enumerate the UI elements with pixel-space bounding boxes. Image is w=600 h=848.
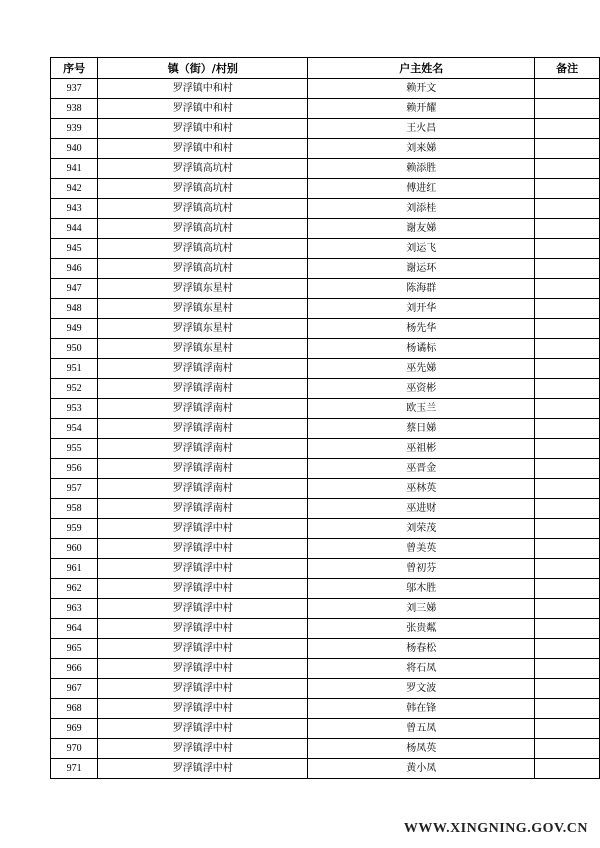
table-row: [51, 99, 600, 119]
table-row: [51, 219, 600, 239]
cell-seq: 966: [51, 659, 98, 679]
cell-seq: 938: [51, 99, 98, 119]
cell-seq: 949: [51, 319, 98, 339]
cell-remark: [535, 219, 600, 239]
cell-village: 罗浮镇浮南村: [98, 459, 308, 479]
cell-name: 刘来娣: [308, 139, 535, 159]
cell-seq: 945: [51, 239, 98, 259]
cell-village: 罗浮镇浮中村: [98, 699, 308, 719]
cell-village: 罗浮镇浮南村: [98, 379, 308, 399]
table-row: [51, 379, 600, 399]
cell-name: 谢友娣: [308, 219, 535, 239]
cell-name: 曾美英: [308, 539, 535, 559]
cell-remark: [535, 619, 600, 639]
cell-seq: 946: [51, 259, 98, 279]
cell-seq: 969: [51, 719, 98, 739]
cell-name: 杨凤英: [308, 739, 535, 759]
cell-seq: 956: [51, 459, 98, 479]
cell-remark: [535, 559, 600, 579]
table-row: [51, 559, 600, 579]
cell-name: 欧玉兰: [308, 399, 535, 419]
cell-name: 邬木胜: [308, 579, 535, 599]
cell-village: 罗浮镇中和村: [98, 119, 308, 139]
cell-remark: [535, 599, 600, 619]
table-row: [51, 179, 600, 199]
header-name: 户主姓名: [308, 58, 535, 79]
cell-remark: [535, 179, 600, 199]
cell-name: 蔡日娣: [308, 419, 535, 439]
cell-seq: 947: [51, 279, 98, 299]
cell-seq: 955: [51, 439, 98, 459]
cell-seq: 942: [51, 179, 98, 199]
cell-name: 刘运飞: [308, 239, 535, 259]
cell-name: 赖开文: [308, 79, 535, 99]
cell-village: 罗浮镇浮中村: [98, 759, 308, 779]
cell-name: 将石凤: [308, 659, 535, 679]
table-row: [51, 599, 600, 619]
cell-village: 罗浮镇浮中村: [98, 559, 308, 579]
table-body: [51, 79, 600, 779]
table-row: [51, 439, 600, 459]
table-row: [51, 719, 600, 739]
cell-seq: 959: [51, 519, 98, 539]
cell-name: 黄小凤: [308, 759, 535, 779]
cell-seq: 939: [51, 119, 98, 139]
cell-remark: [535, 639, 600, 659]
cell-village: 罗浮镇浮南村: [98, 359, 308, 379]
cell-name: 刘添桂: [308, 199, 535, 219]
cell-village: 罗浮镇高坑村: [98, 199, 308, 219]
cell-remark: [535, 199, 600, 219]
table-row: [51, 239, 600, 259]
cell-name: 巫林英: [308, 479, 535, 499]
cell-village: 罗浮镇中和村: [98, 79, 308, 99]
cell-remark: [535, 379, 600, 399]
cell-seq: 952: [51, 379, 98, 399]
cell-name: 巫资彬: [308, 379, 535, 399]
cell-seq: 950: [51, 339, 98, 359]
table-row: [51, 359, 600, 379]
table-row: [51, 639, 600, 659]
cell-village: 罗浮镇浮中村: [98, 659, 308, 679]
cell-remark: [535, 459, 600, 479]
cell-name: 罗文波: [308, 679, 535, 699]
table-row: [51, 319, 600, 339]
cell-seq: 970: [51, 739, 98, 759]
cell-village: 罗浮镇浮南村: [98, 419, 308, 439]
cell-name: 巫进财: [308, 499, 535, 519]
cell-seq: 941: [51, 159, 98, 179]
cell-village: 罗浮镇浮中村: [98, 719, 308, 739]
cell-seq: 960: [51, 539, 98, 559]
table-row: [51, 119, 600, 139]
cell-village: 罗浮镇浮南村: [98, 479, 308, 499]
table-row: [51, 619, 600, 639]
cell-remark: [535, 579, 600, 599]
cell-remark: [535, 299, 600, 319]
cell-village: 罗浮镇浮中村: [98, 579, 308, 599]
header-village: 镇（街）/村别: [98, 58, 308, 79]
cell-seq: 958: [51, 499, 98, 519]
cell-seq: 948: [51, 299, 98, 319]
cell-name: 韩在锋: [308, 699, 535, 719]
cell-remark: [535, 239, 600, 259]
table-row: [51, 259, 600, 279]
cell-seq: 937: [51, 79, 98, 99]
table-header-row: [51, 58, 600, 79]
cell-name: 傅进红: [308, 179, 535, 199]
header-seq: 序号: [51, 58, 98, 79]
table-row: [51, 499, 600, 519]
cell-seq: 957: [51, 479, 98, 499]
cell-name: 巫先娣: [308, 359, 535, 379]
cell-village: 罗浮镇高坑村: [98, 179, 308, 199]
cell-remark: [535, 259, 600, 279]
cell-remark: [535, 359, 600, 379]
cell-name: 王火昌: [308, 119, 535, 139]
cell-village: 罗浮镇浮南村: [98, 399, 308, 419]
cell-name: 刘三娣: [308, 599, 535, 619]
cell-village: 罗浮镇高坑村: [98, 219, 308, 239]
table-row: [51, 739, 600, 759]
cell-seq: 962: [51, 579, 98, 599]
cell-remark: [535, 139, 600, 159]
cell-village: 罗浮镇高坑村: [98, 159, 308, 179]
table-row: [51, 479, 600, 499]
table-row: [51, 519, 600, 539]
table-row: [51, 699, 600, 719]
cell-village: 罗浮镇浮南村: [98, 439, 308, 459]
cell-remark: [535, 719, 600, 739]
cell-remark: [535, 479, 600, 499]
cell-village: 罗浮镇东星村: [98, 279, 308, 299]
table-row: [51, 419, 600, 439]
table-row: [51, 299, 600, 319]
cell-village: 罗浮镇浮中村: [98, 679, 308, 699]
cell-village: 罗浮镇中和村: [98, 99, 308, 119]
cell-village: 罗浮镇东星村: [98, 339, 308, 359]
cell-name: 巫晋金: [308, 459, 535, 479]
cell-remark: [535, 339, 600, 359]
cell-name: 谢运环: [308, 259, 535, 279]
cell-remark: [535, 519, 600, 539]
table-row: [51, 339, 600, 359]
cell-remark: [535, 499, 600, 519]
cell-seq: 963: [51, 599, 98, 619]
cell-village: 罗浮镇浮中村: [98, 519, 308, 539]
cell-village: 罗浮镇浮中村: [98, 639, 308, 659]
cell-name: 刘开华: [308, 299, 535, 319]
household-table: [50, 57, 600, 779]
cell-remark: [535, 759, 600, 779]
cell-remark: [535, 659, 600, 679]
cell-name: 曾五凤: [308, 719, 535, 739]
cell-remark: [535, 99, 600, 119]
table-row: [51, 679, 600, 699]
cell-remark: [535, 539, 600, 559]
cell-name: 巫祖彬: [308, 439, 535, 459]
cell-name: 赖添胜: [308, 159, 535, 179]
cell-seq: 940: [51, 139, 98, 159]
table-row: [51, 159, 600, 179]
cell-village: 罗浮镇浮中村: [98, 619, 308, 639]
cell-seq: 944: [51, 219, 98, 239]
cell-seq: 961: [51, 559, 98, 579]
cell-seq: 971: [51, 759, 98, 779]
header-remark: 备注: [535, 58, 600, 79]
cell-remark: [535, 739, 600, 759]
table-row: [51, 759, 600, 779]
cell-seq: 954: [51, 419, 98, 439]
table-row: [51, 539, 600, 559]
cell-seq: 965: [51, 639, 98, 659]
cell-village: 罗浮镇东星村: [98, 299, 308, 319]
cell-name: 陈海群: [308, 279, 535, 299]
cell-name: 曾初芬: [308, 559, 535, 579]
table-row: [51, 279, 600, 299]
cell-village: 罗浮镇高坑村: [98, 259, 308, 279]
cell-seq: 951: [51, 359, 98, 379]
cell-name: 赖开耀: [308, 99, 535, 119]
cell-village: 罗浮镇中和村: [98, 139, 308, 159]
cell-seq: 964: [51, 619, 98, 639]
cell-remark: [535, 79, 600, 99]
cell-remark: [535, 119, 600, 139]
cell-name: 刘荣茂: [308, 519, 535, 539]
cell-village: 罗浮镇浮中村: [98, 539, 308, 559]
cell-remark: [535, 159, 600, 179]
table-row: [51, 579, 600, 599]
cell-village: 罗浮镇浮中村: [98, 599, 308, 619]
cell-seq: 953: [51, 399, 98, 419]
cell-village: 罗浮镇高坑村: [98, 239, 308, 259]
cell-seq: 943: [51, 199, 98, 219]
table-row: [51, 459, 600, 479]
cell-remark: [535, 319, 600, 339]
cell-remark: [535, 439, 600, 459]
cell-remark: [535, 399, 600, 419]
cell-remark: [535, 419, 600, 439]
table-row: [51, 139, 600, 159]
cell-seq: 968: [51, 699, 98, 719]
cell-remark: [535, 699, 600, 719]
footer-website-url: WWW.XINGNING.GOV.CN: [403, 821, 588, 836]
cell-village: 罗浮镇浮南村: [98, 499, 308, 519]
table-row: [51, 399, 600, 419]
cell-remark: [535, 679, 600, 699]
table-row: [51, 79, 600, 99]
cell-village: 罗浮镇东星村: [98, 319, 308, 339]
cell-remark: [535, 279, 600, 299]
cell-name: 张贵粼: [308, 619, 535, 639]
cell-seq: 967: [51, 679, 98, 699]
cell-name: 杨谲标: [308, 339, 535, 359]
cell-name: 杨春松: [308, 639, 535, 659]
table-row: [51, 199, 600, 219]
table-row: [51, 659, 600, 679]
cell-name: 杨先华: [308, 319, 535, 339]
cell-village: 罗浮镇浮中村: [98, 739, 308, 759]
